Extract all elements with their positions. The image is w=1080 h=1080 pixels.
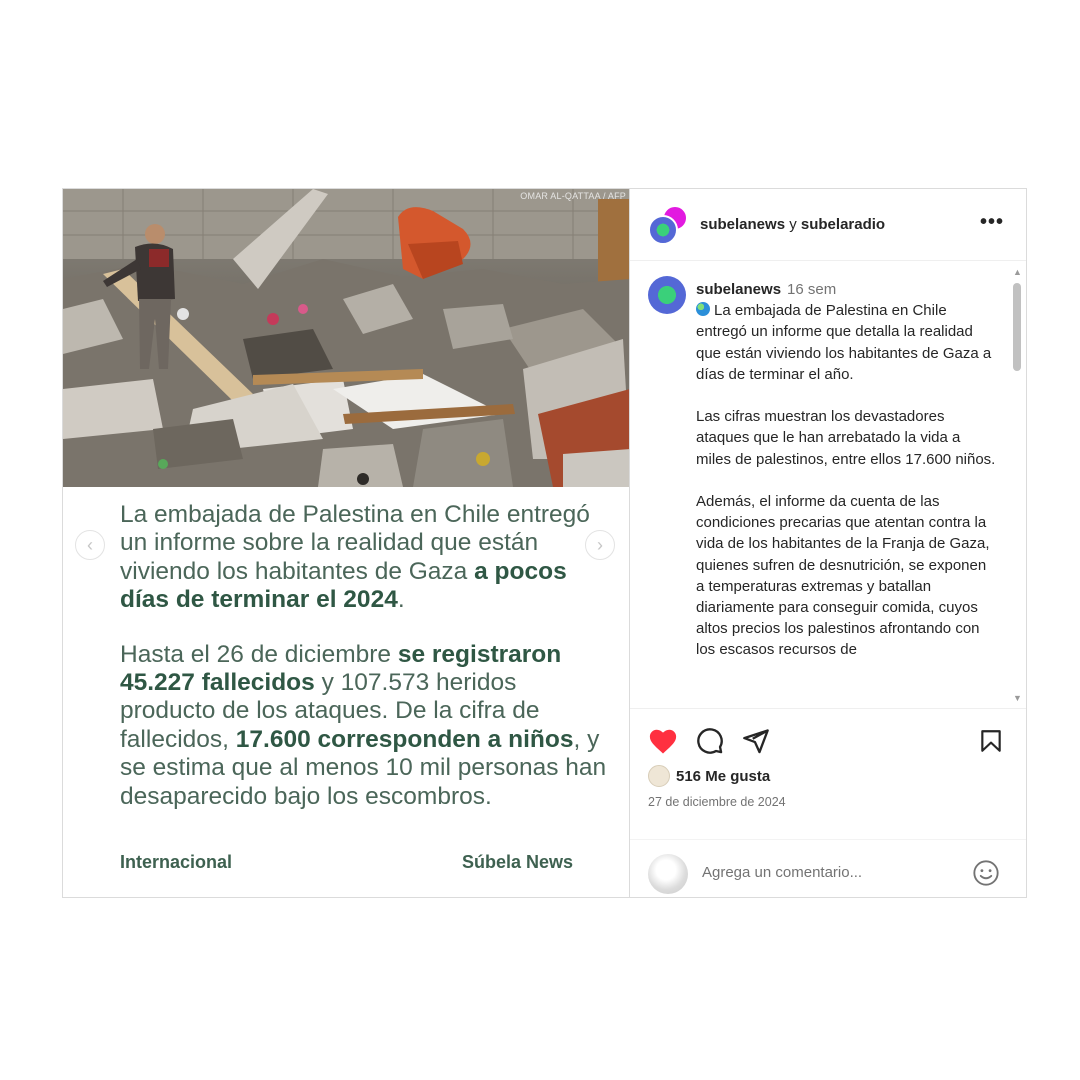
slide-category: Internacional <box>120 852 233 872</box>
action-icons-row <box>648 727 1008 757</box>
collab-avatars[interactable] <box>648 205 690 247</box>
caption-meta <box>696 279 996 300</box>
slide-paragraph-2 <box>120 641 610 811</box>
current-user-avatar <box>648 854 688 894</box>
slide-bold-span: se registraron 45.227 fallecidos <box>120 640 562 697</box>
scroll-up-arrow-icon[interactable]: ▲ <box>1013 267 1022 277</box>
scroll-thumb[interactable] <box>1013 283 1021 371</box>
slide-text-span: Hasta el 26 de diciembre <box>120 640 398 668</box>
header-user-2[interactable]: subelaradio <box>800 216 886 233</box>
post-actions <box>630 708 1026 898</box>
slide-brand: Súbela News <box>461 852 573 872</box>
rubble-illustration <box>63 189 630 487</box>
emoji-icon[interactable] <box>972 859 1000 887</box>
globe-icon <box>696 302 710 316</box>
caption-paragraph-2: Las cifras muestran los devastadores ataques que le han arrebatado la vida a miles de palestinos, entre ellos 17.600 niños. <box>696 408 996 468</box>
bookmark-icon[interactable] <box>978 727 1004 755</box>
comment-input[interactable] <box>702 864 952 881</box>
header-usernames <box>700 216 885 233</box>
scroll-down-arrow-icon[interactable]: ▼ <box>1013 693 1022 703</box>
caption-username[interactable]: subelanews <box>696 281 782 298</box>
liker-avatar <box>648 765 670 787</box>
instagram-post <box>62 188 1027 898</box>
slide-text-span: , y se estima que al menos 10 mil personas han desaparecido bajo los escombros. <box>120 725 607 810</box>
slide-paragraph-1 <box>120 501 610 615</box>
caption-avatar[interactable] <box>648 276 686 314</box>
caption-body <box>696 279 996 682</box>
slide-footer <box>120 852 573 873</box>
previous-slide-button[interactable] <box>75 530 105 560</box>
likes-summary[interactable] <box>648 765 770 787</box>
caption-paragraph-3: Además, el informe da cuenta de las condiciones precarias que atentan contra la vida de los habitantes de la Franja de Gaza, quienes sufren de desnutrición, se exponen a temperaturas extremas y batallan diariamente para conseguir comida, cuyos altos precios los palestinos afrontando con los escasos recursos de <box>696 493 990 659</box>
slide-text-span: . <box>397 586 405 614</box>
header-connector: y <box>785 216 801 233</box>
chevron-left-icon: ‹ <box>87 534 93 555</box>
slide-text-span: y 107.573 heridos producto de los ataques. De la cifra de fallecidos, <box>120 669 540 753</box>
post-media <box>63 189 630 897</box>
slide-bold-span: 17.600 corresponden a niños <box>235 725 574 753</box>
caption-scrollbar[interactable] <box>1012 267 1022 703</box>
slide-body <box>120 501 610 837</box>
caption-area <box>630 262 1026 708</box>
likes-count[interactable]: 516 Me gusta <box>676 767 771 785</box>
more-options-button[interactable]: ••• <box>979 211 1004 233</box>
heart-filled-icon[interactable] <box>648 727 678 755</box>
post-date[interactable]: 27 de diciembre de 2024 <box>648 795 786 809</box>
rubble-photo <box>63 189 630 487</box>
caption-text: La embajada de Palestina en Chile entregó un informe que detalla la realidad que están viviendo los habitantes de Gaza a días de terminar el año. <box>696 302 992 383</box>
header-user-1[interactable]: subelanews <box>700 216 786 233</box>
caption-time[interactable]: 16 sem <box>787 281 837 298</box>
caption-paragraph-1 <box>696 300 996 385</box>
slide-text-span: La embajada de Palestina en Chile entregó un informe sobre la realidad que están viviendo los habitantes de Gaza <box>120 501 590 585</box>
comment-icon[interactable] <box>696 727 724 755</box>
post-side-panel <box>630 189 1026 897</box>
comment-composer <box>630 839 1026 899</box>
slide-bold-span: a pocos días de terminar el 2024 <box>120 557 567 614</box>
photo-credit: OMAR AL-QATTAA / AFP <box>520 191 626 201</box>
post-header <box>630 189 1026 261</box>
send-icon[interactable] <box>742 727 770 755</box>
avatar-subelanews[interactable] <box>648 215 678 245</box>
chevron-right-icon: › <box>597 534 603 555</box>
